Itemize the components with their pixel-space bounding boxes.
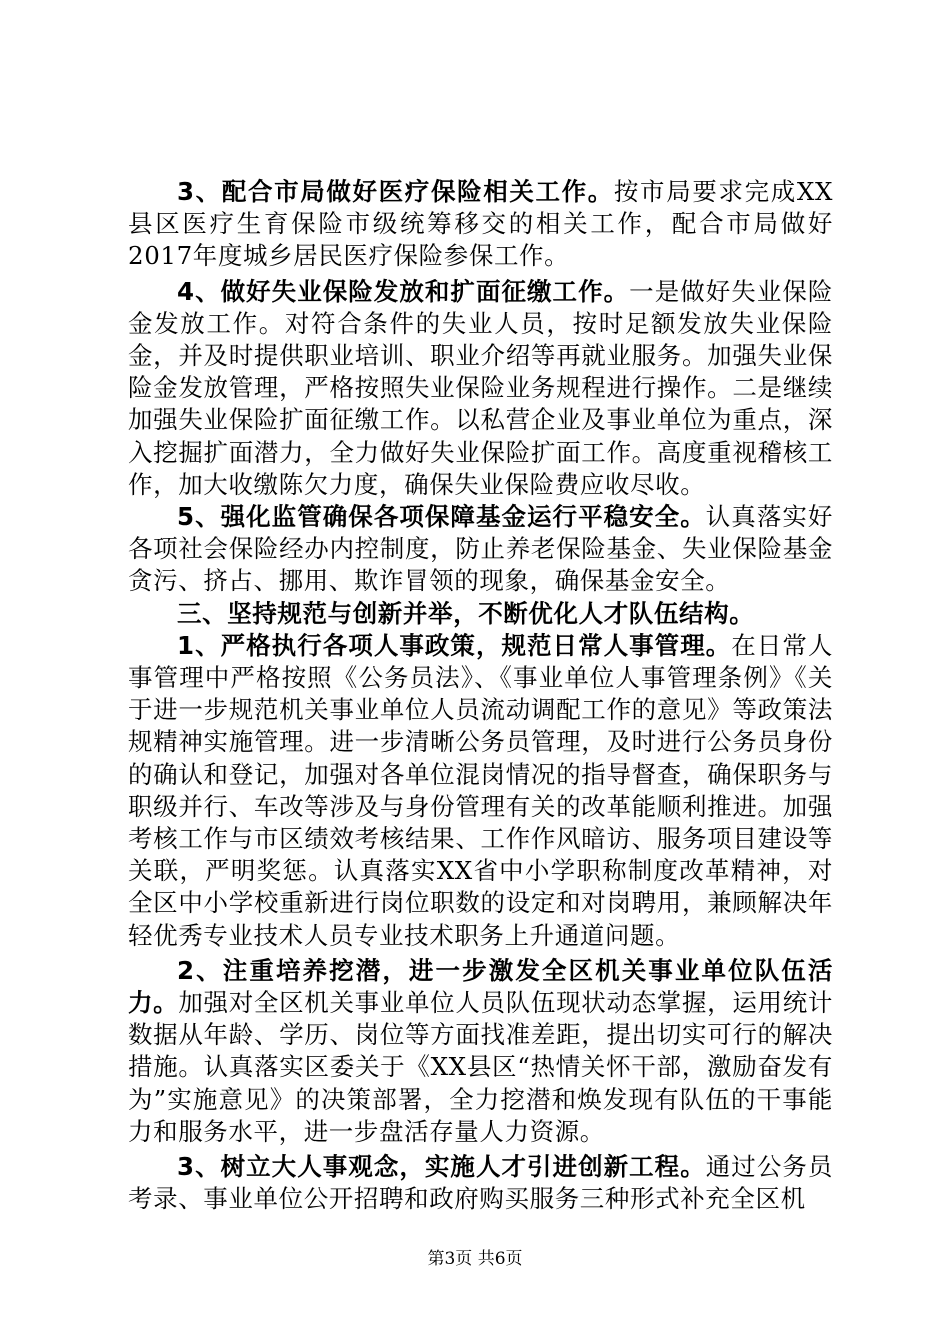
paragraph-text: 按市局要求完成XX县区医疗生育保险市级统筹移交的相关工作，配合市局做好2017年度城乡居民医疗保险参保工作。	[128, 177, 833, 271]
paragraph-lead: 3、配合市局做好医疗保险相关工作。	[177, 177, 614, 206]
paragraph-text: 加强对全区机关事业单位人员队伍现状动态掌握，运用统计数据从年龄、学历、岗位等方面找准差距，提出切实可行的解决措施。认真落实区委关于《XX县区“热情关怀干部，激励奋发有为”实施意见》的决策部署，全力挖潜和焕发现有队伍的干事能力和服务水平，进一步盘活存量人力资源。	[128, 988, 833, 1146]
paragraph-lead: 2、注重培养挖潜，进一步激发全区机关事业单位队伍活力。	[128, 955, 833, 1018]
paragraph-lead: 3、树立大人事观念，实施人才引进创新工程。	[177, 1152, 706, 1182]
page-number-footer: 第3页 共6页	[427, 1249, 523, 1269]
paragraph-lead: 4、做好失业保险发放和扩面征缴工作。	[177, 276, 630, 306]
paragraph-personnel-policy	[128, 630, 833, 952]
paragraph-text: 在日常人事管理中严格按照《公务员法》、《事业单位人事管理条例》《关于进一步规范机关事业单位人员流动调配工作的意见》等政策法规精神实施管理。进一步清晰公务员管理，及时进行公务员身份的确认和登记，加强对各单位混岗情况的指导督查，确保职务与职级并行、车改等涉及与身份管理有关的改革能顺利推进。加强考核工作与市区绩效考核结果、工作作风暗访、服务项目建设等关联，严明奖惩。认真落实XX省中小学职称制度改革精神，对全区中小学校重新进行岗位职数的设定和对岗聘用，兼顾解决年轻优秀专业技术人员专业技术职务上升通道问题。	[128, 630, 833, 950]
section-heading-text: 三、坚持规范与创新并举，不断优化人才队伍结构。	[177, 598, 755, 628]
document-body	[128, 176, 833, 1216]
paragraph-lead: 5、强化监管确保各项保障基金运行平稳安全。	[177, 502, 706, 532]
paragraph-team-vitality	[128, 955, 833, 1148]
section-heading-3	[128, 598, 833, 630]
paragraph-text: 认真落实好各项社会保险经办内控制度，防止养老保险基金、失业保险基金贪污、挤占、挪用、欺诈冒领的现象，确保基金安全。	[128, 502, 834, 596]
paragraph-unemployment-insurance	[128, 276, 833, 501]
paragraph-fund-supervision	[128, 501, 833, 598]
paragraph-text: 一是做好失业保险金发放工作。对符合条件的失业人员，按时足额发放失业保险金，并及时提供职业培训、职业介绍等再就业服务。加强失业保险金发放管理，严格按照失业保险业务规程进行操作。二是继续加强失业保险扩面征缴工作。以私营企业及事业单位为重点，深入挖掘扩面潜力，全力做好失业保险扩面工作。高度重视稽核工作，加大收缴陈欠力度，确保失业保险费应收尽收。	[128, 276, 833, 499]
paragraph-text: 通过公务员考录、事业单位公开招聘和政府购买服务三种形式补充全区机	[128, 1152, 834, 1214]
paragraph-lead: 1、严格执行各项人事政策，规范日常人事管理。	[177, 630, 732, 660]
paragraph-medical-insurance	[128, 176, 833, 273]
paragraph-talent-introduction	[128, 1151, 833, 1215]
